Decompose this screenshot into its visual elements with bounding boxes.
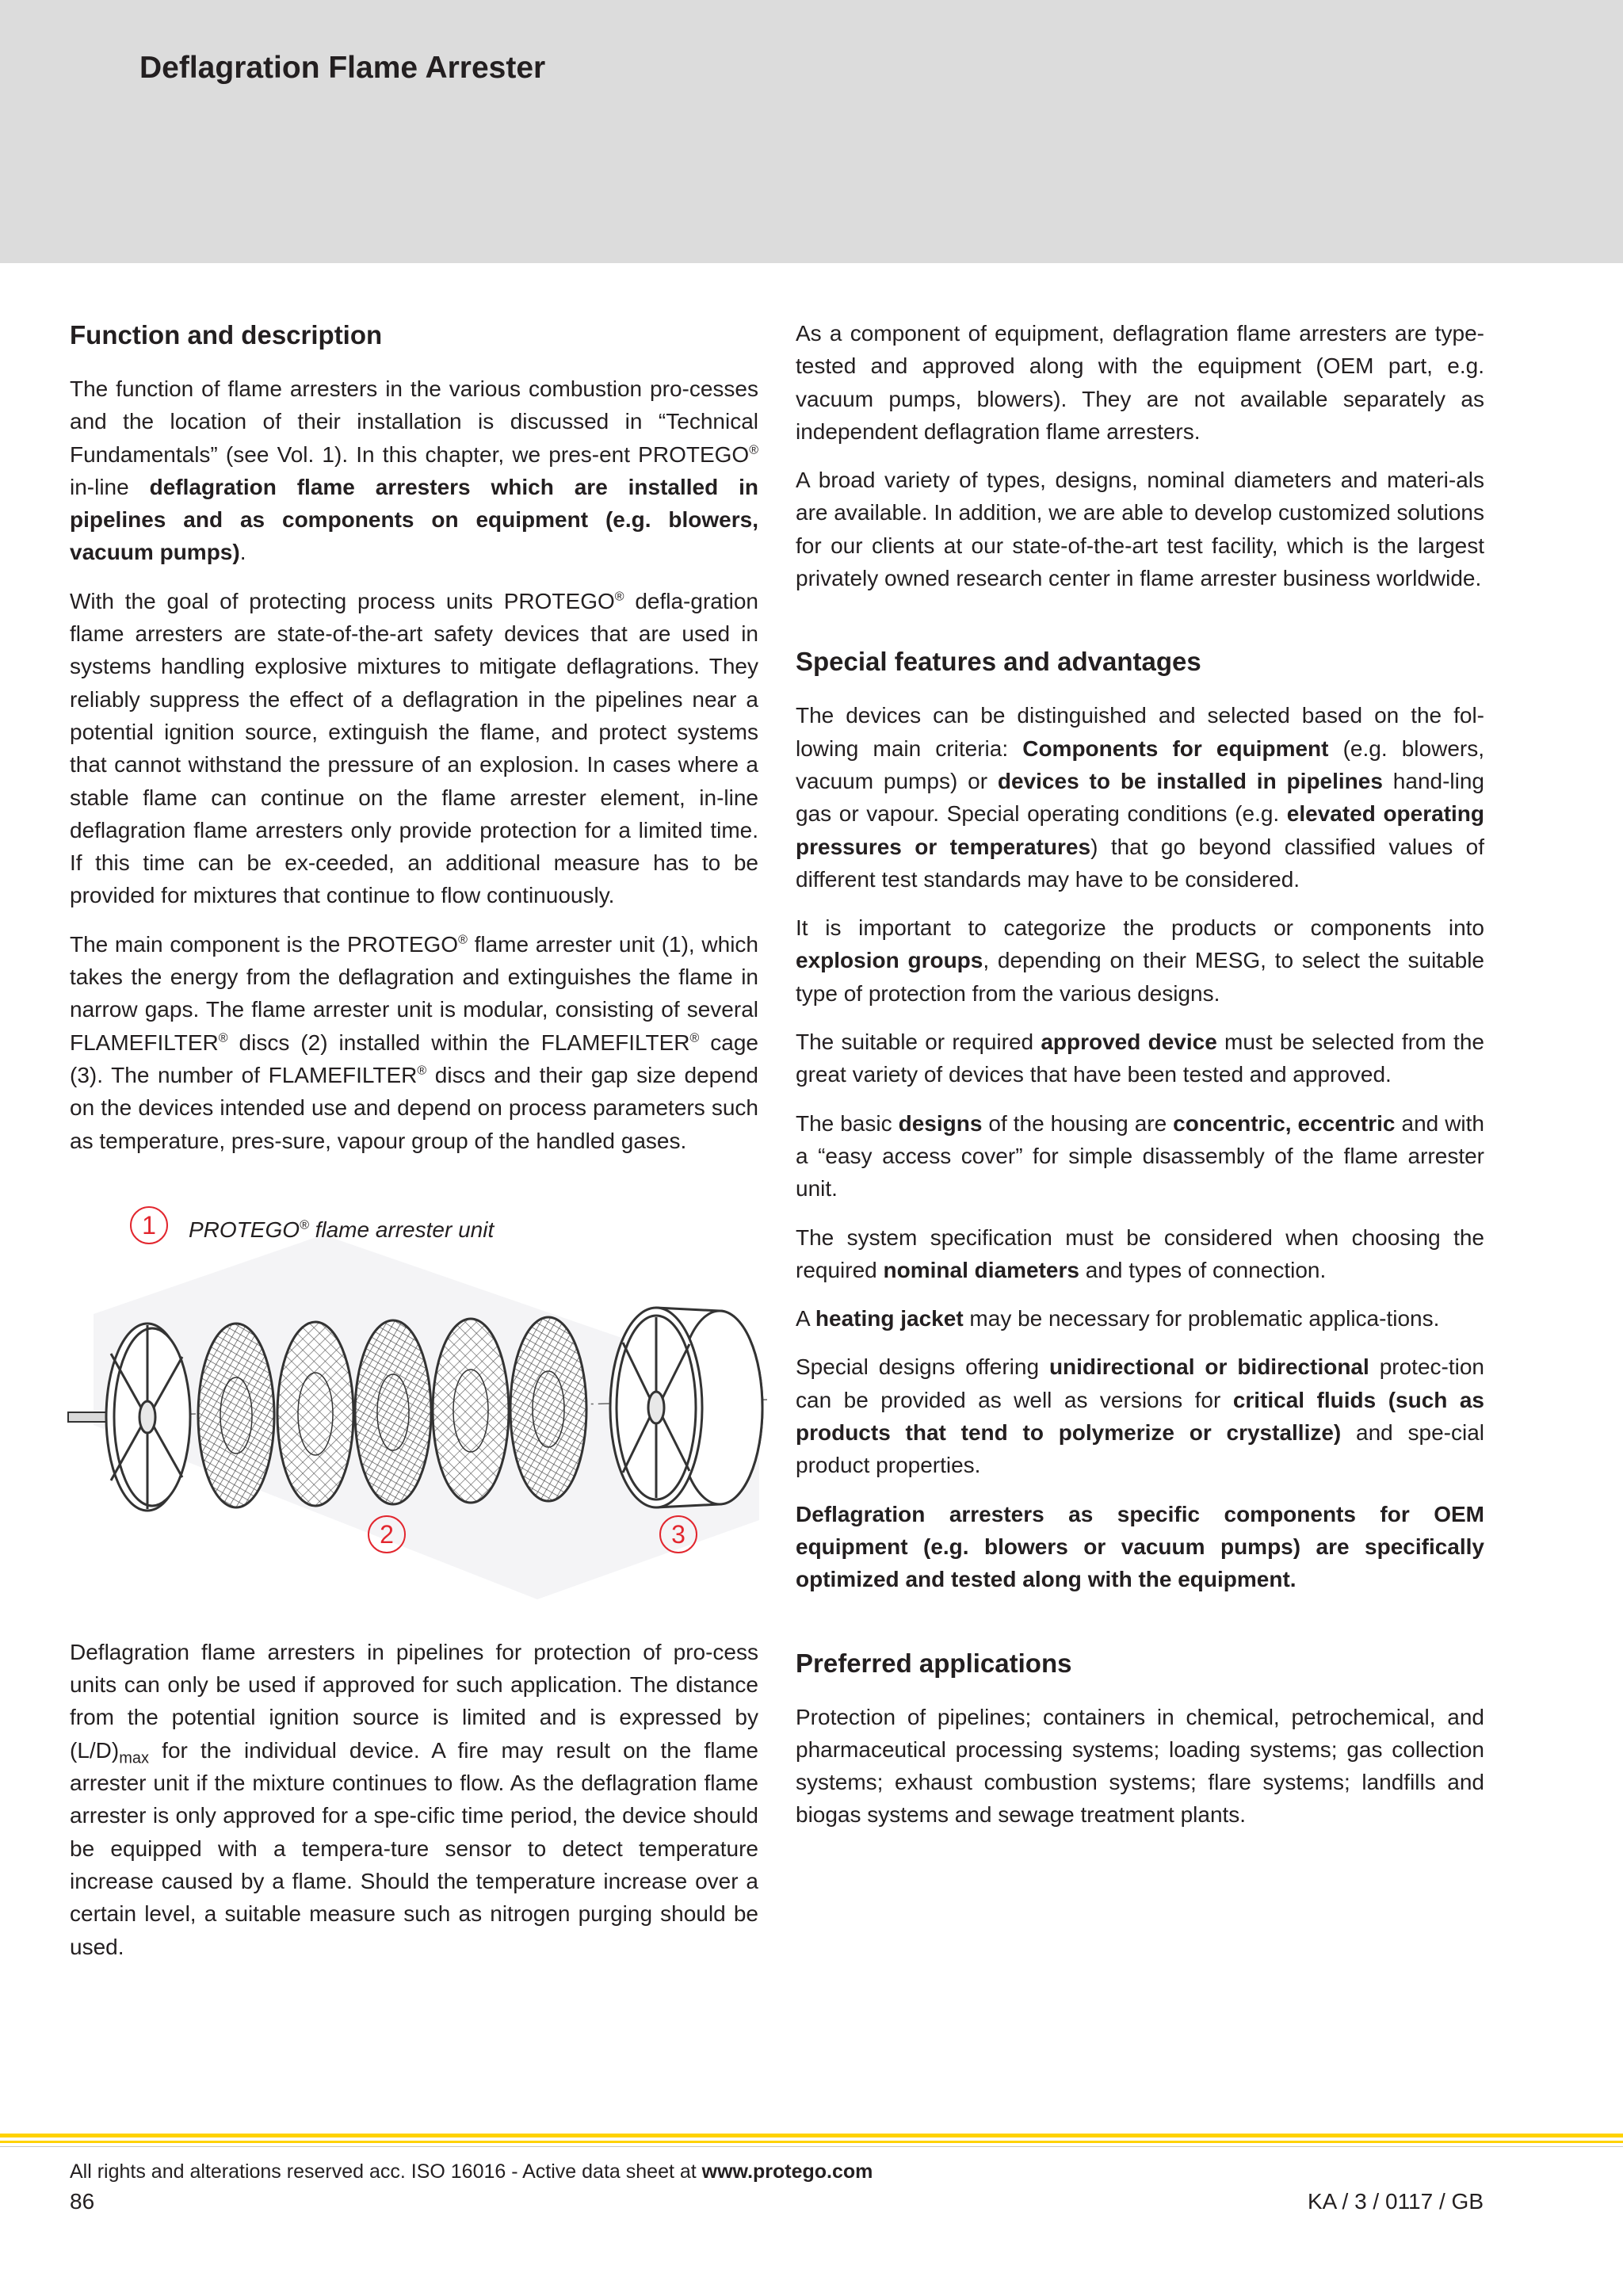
callout-3: 3 <box>659 1515 697 1553</box>
header-band <box>0 0 1623 263</box>
footer-rights: All rights and alterations reserved acc. ISO 16016 - Active data sheet at www.protego.com <box>70 2160 873 2183</box>
figure-caption: PROTEGO® flame arrester unit <box>189 1217 495 1242</box>
flame-arrester-unit-figure <box>62 1187 775 1607</box>
left-column <box>70 317 758 1979</box>
flamefilter-disc-1 <box>198 1324 274 1507</box>
footer-rule-yellow <box>0 2134 1623 2137</box>
paragraph-pipeline-usage: Deflagration flame arresters in pipelines for protection of pro-cess units can only be used if approved for such application. The distance from the potential ignition source is limited and is expressed by $(L/D)_{max}$ for the individual device. A fire may result on the flame arrester unit if the mixture continues to flow. As the deflagration flame arrester is only approved for a spe-cific time period, the device should be equipped with a tempera-ture sensor to detect temperature increase caused by a flame. Should the temperature increase over a certain level, a suitable measure such as nitrogen purging should be used. <box>70 1639 758 1959</box>
paragraph-function-intro: The function of flame arresters in the various combustion pro-cesses and the location of their installation is discussed in “Technical Fundamentals” (see Vol. 1). In this chapter, we pres-ent PROTEGO® in-line deflagration flame arresters which are installed in pipelines and as components on equipment (e.g. blowers, vacuum pumps). <box>70 376 759 565</box>
section-heading-function: Function and description <box>70 320 383 350</box>
flamefilter-cage <box>610 1308 762 1507</box>
paragraph-approved-device: The suitable or required approved device must be selected from the great variety of devices that have been tested and approved. <box>796 1030 1484 1087</box>
right-column <box>796 317 1484 1847</box>
paragraph-component-of-equipment: As a component of equipment, deflagration flame arresters are type-tested and approved along with the equipment (OEM part, e.g. vacuum pumps, blowers). They are not available separately as independent deflagration flame arresters. <box>796 321 1484 444</box>
paragraph-goal: With the goal of protecting process units PROTEGO® defla-gration flame arresters are state-of-the-art safety devices that are used in systems handling explosive mixtures to mitigate deflagrations. They reliably suppress the effect of a deflagration in the pipelines near a potential ignition source, extinguish the flame, and protect systems that cannot withstand the pressure of an explosion. In cases where a stable flame can continue on the flame arrester element, in-line deflagration flame arresters only provide protection for a limited time. If this time can be ex-ceeded, an additional measure has to be provided for mixtures that continue to flow continuously. <box>70 588 758 908</box>
section-heading-features: Special features and advantages <box>796 647 1201 677</box>
paragraph-special-designs: Special designs offering unidirectional or bidirectional protec-tion can be provided as well as versions for critical fluids (such as products that tend to polymerize or crystallize) and spe-cial product properties. <box>796 1354 1484 1478</box>
paragraph-designs: The basic designs of the housing are concentric, eccentric and with a “easy access cover” for simple disassembly of the flame arrester unit. <box>796 1110 1484 1201</box>
callout-2: 2 <box>368 1515 406 1553</box>
bolt-icon <box>68 1412 106 1422</box>
document-code: KA / 3 / 0117 / GB <box>1307 2189 1484 2214</box>
flamefilter-disc-2 <box>277 1322 353 1506</box>
callout-1: 1 <box>130 1206 168 1244</box>
section-heading-applications: Preferred applications <box>796 1648 1072 1678</box>
paragraph-heating-jacket: A heating jacket may be necessary for problematic applica-tions. <box>796 1306 1440 1331</box>
paragraph-nominal-diameters: The system specification must be considered when choosing the required nominal diameters and types of connection. <box>796 1224 1484 1282</box>
paragraph-selection-criteria: The devices can be distinguished and selected based on the fol-lowing main criteria: Components for equipment (e.g. blowers, vacuum pumps) or devices to be installed in pipelines hand-ling gas or vapour. Special operating conditions (e.g. elevated operating pressures or temperatures) that go beyond classified values of different test standards may have to be considered. <box>796 703 1485 892</box>
page-number: 86 <box>70 2189 95 2214</box>
paragraph-main-component: The main component is the PROTEGO® flame arrester unit (1), which takes the energy from the deflagration and extinguishes the flame in narrow gaps. The flame arrester unit is modular, consisting of several FLAMEFILTER® discs (2) installed within the FLAMEFILTER® cage (3). The number of FLAMEFILTER® discs and their gap size depend on the devices intended use and depend on process parameters such as temperature, pres-sure, vapour group of the handled gases. <box>70 931 758 1153</box>
page-title: Deflagration Flame Arrester <box>139 51 546 85</box>
paragraph-oem-note: Deflagration arresters as specific components for OEM equipment (e.g. blowers or vacuum pumps) are specifically optimized and tested along with the equipment. <box>796 1501 1484 1592</box>
flamefilter-disc-3 <box>355 1320 431 1504</box>
footer-rule-grey <box>0 2146 1623 2147</box>
flamefilter-disc-5 <box>510 1317 586 1501</box>
footer-url-link[interactable]: www.protego.com <box>701 2160 873 2183</box>
end-plate-disc <box>106 1324 190 1511</box>
flamefilter-disc-4 <box>433 1319 509 1503</box>
footer-rule-yellow-thin <box>0 2141 1623 2143</box>
paragraph-applications: Protection of pipelines; containers in chemical, petrochemical, and pharmaceutical processing systems; loading systems; gas collection systems; exhaust combustion systems; flare systems; landfills and biogas systems and sewage treatment plants. <box>796 1704 1484 1828</box>
paragraph-explosion-groups: It is important to categorize the products or components into explosion groups, depending on their MESG, to select the suitable type of protection from the various designs. <box>796 915 1484 1006</box>
paragraph-variety: A broad variety of types, designs, nominal diameters and materi-als are available. In addition, we are able to develop customized solutions for our clients at our state-of-the-art test facility, which is the largest privately owned research center in flame arrester business worldwide. <box>796 468 1484 591</box>
